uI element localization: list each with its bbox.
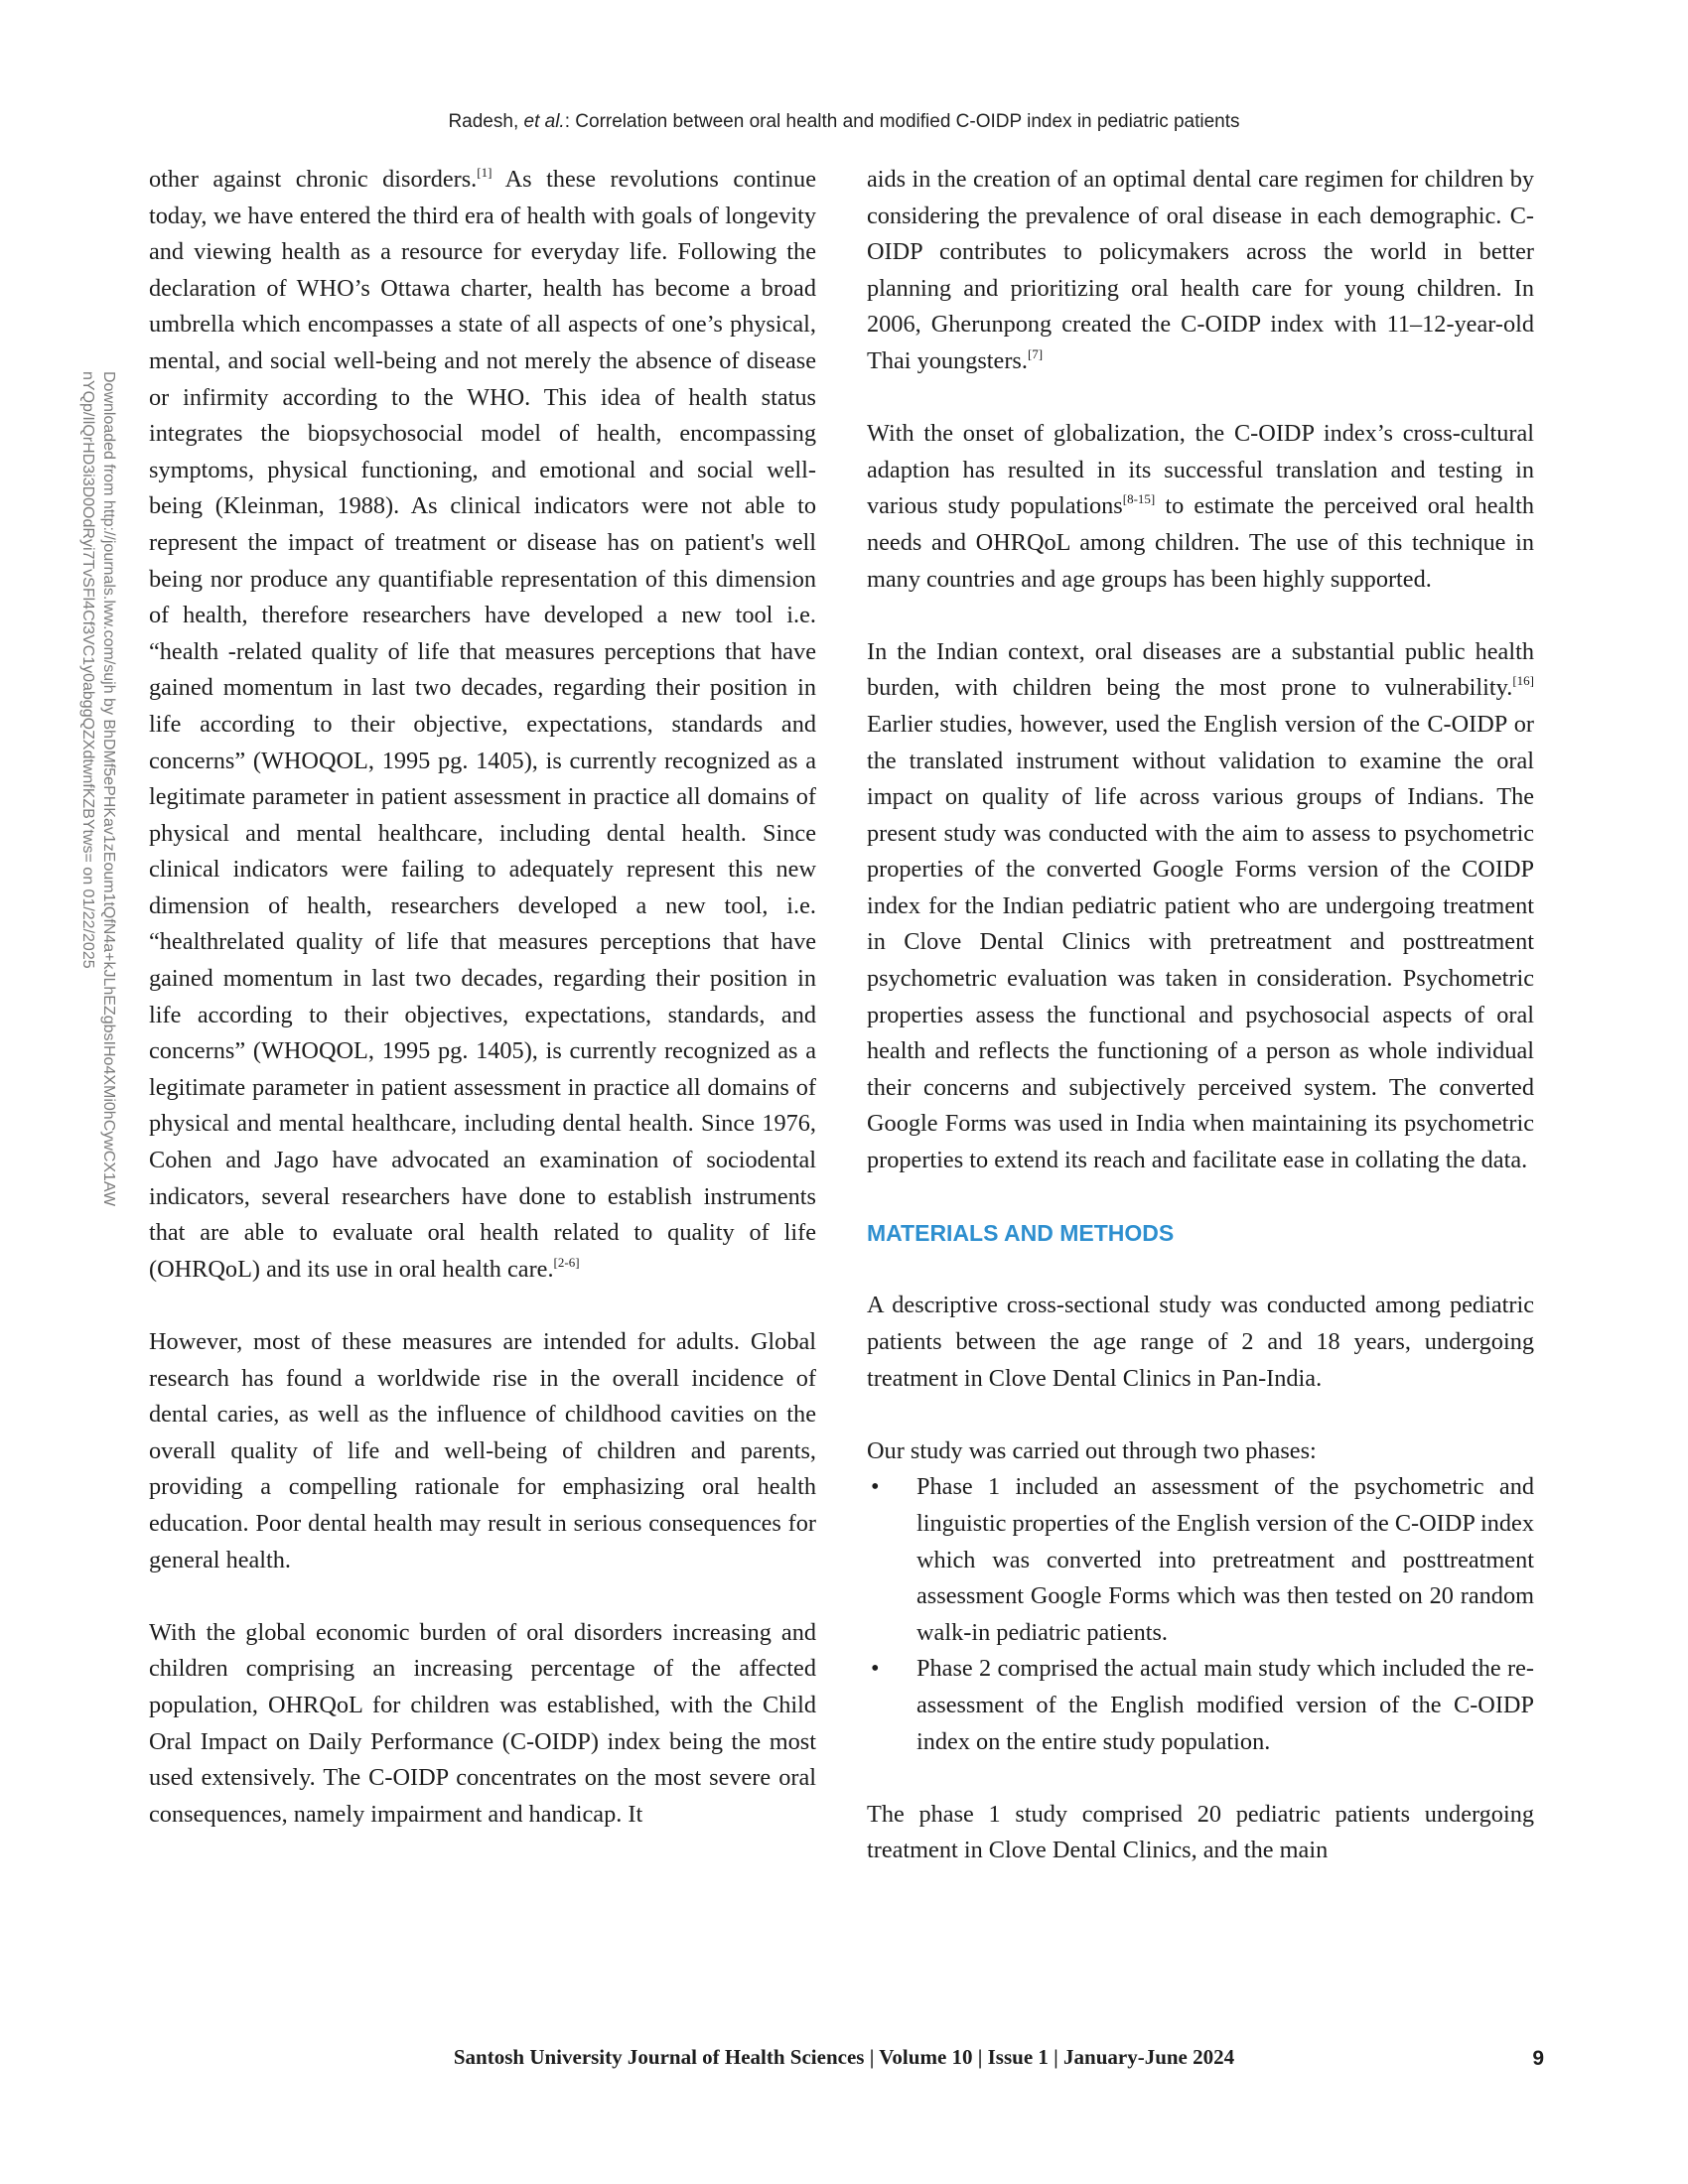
bullet-icon: • [871,1473,880,1501]
citation-ref: [8-15] [1122,491,1156,507]
list-item-text: Phase 1 included an assessment of the psychometric and linguistic properties of the English version of the C-OIDP index which was converted into pretreatment and posttreatment assessment Google Forms which was then tested on 20 random walk-in pediatric patients. [916,1473,1534,1646]
right-column [867,162,1534,1869]
left-paragraph-1 [149,162,816,1288]
right-p3-text-b: Earlier studies, however, used the English version of the C-OIDP or the translated instrument without validation to examine the oral impact on quality of life across various groups of Indians. The present study was conducted with the aim to assess to psychometric properties of the converted Google Forms version of the COIDP index for the Indian pediatric patient who are undergoing treatment in Clove Dental Clinics with pretreatment and posttreatment psychometric evaluation was taken in consideration. Psychometric properties assess the functional and psychosocial aspects of oral health and reflects the functioning of a person as whole individual their concerns and subjectively perceived system. The converted Google Forms was used in India when maintaining its psychometric properties to extend its reach and facilitate ease in collating the data. [867,710,1534,1174]
right-paragraph-6: The phase 1 study comprised 20 pediatric patients undergoing treatment in Clove Dental Clinics, and the main [867,1800,1534,1864]
left-paragraph-3: With the global economic burden of oral disorders increasing and children comprising an increasing percentage of the affected population, OHRQoL for children was established, with the Child Oral Impact on Daily Performance (C-OIDP) index being the most used extensively. The C-OIDP concentrates on the most severe oral consequences, namely impairment and handicap. It [149,1618,816,1828]
running-header [0,111,1688,133]
phase-list [867,1469,1534,1760]
list-item [867,1651,1534,1760]
right-p2-text-a: With the onset of globalization, the C-OIDP index’s cross-cultural adaption has resulted in its successful translation and testing in various study populations [867,420,1534,520]
header-title: : Correlation between oral health and modified C-OIDP index in pediatric patients [564,111,1240,132]
list-item [867,1469,1534,1651]
right-p1-text: aids in the creation of an optimal dental care regimen for children by considering the prevalence of oral disease in each demographic. C-OIDP contributes to policymakers across the world in better planning and prioritizing oral health care for young children. In 2006, Gherunpong created the C-OIDP index with 11–12-year-old Thai youngsters. [867,166,1534,374]
right-paragraph-3 [867,634,1534,1179]
right-p2-text-b: to estimate the perceived oral health needs and OHRQoL among children. The use of this technique in many countries and age groups has been highly supported. [867,492,1534,593]
citation-ref: [2-6] [553,1254,580,1270]
left-p1-text-b: As these revolutions continue today, we have entered the third era of health with goals of longevity and viewing health as a resource for everyday life. Following the declaration of WHO’s Ottawa charter, health has become a broad umbrella which encompasses a state of all aspects of one’s physical, mental, and social well-being and not merely the absence of disease or infirmity according to the WHO. This idea of health status integrates the biopsychosocial model of health, encompassing symptoms, physical functioning, and emotional and social well-being (Kleinman, 1988). As clinical indicators were not able to represent the impact of treatment or disease has on patient's well being nor produce any quantifiable representation of this dimension of health, therefore researchers have developed a new tool i.e. “health -related quality of life that measures perceptions that have gained momentum in last two decades, regarding their position in life according to their objective, expectations, standards and concerns” (WHOQOL, 1995 pg. 1405), is currently recognized as a legitimate parameter in patient assessment in practice all domains of physical and mental healthcare, including dental health. Since clinical indicators were failing to adequately represent this new dimension of health, researchers developed a new tool, i.e. “healthrelated quality of life that measures perceptions that have gained momentum in last two decades, regarding their position in life according to their objectives, expectations, standards, and concerns” (WHOQOL, 1995 pg. 1405), is currently recognized as a legitimate parameter in patient assessment in practice all domains of physical and mental healthcare, including dental health. Since 1976, Cohen and Jago have advocated an examination of sociodental indicators, several researchers have done to establish instruments that are able to evaluate oral health related to quality of life (OHRQoL) and its use in oral health care. [149,166,816,1283]
header-author: Radesh, [448,111,519,132]
citation-ref: [7] [1027,345,1044,361]
section-heading-materials-methods: MATERIALS AND METHODS [867,1220,1175,1247]
right-paragraph-5: Our study was carried out through two phases: [867,1436,1317,1464]
left-p1-text-a: other against chronic disorders. [149,166,478,193]
journal-footer: Santosh University Journal of Health Sciences | Volume 10 | Issue 1 | January-June 2024 [453,2045,1235,2069]
bullet-icon: • [871,1655,880,1683]
list-item-text: Phase 2 comprised the actual main study which included the re-assessment of the English modified version of the C-OIDP index on the entire study population. [916,1655,1534,1755]
page-number: 9 [1532,2047,1544,2070]
left-paragraph-2: However, most of these measures are intended for adults. Global research has found a worldwide rise in the overall incidence of dental caries, as well as the influence of childhood cavities on the overall quality of life and well-being of children and parents, providing a compelling rationale for emphasizing oral health education. Poor dental health may result in serious consequences for general health. [149,1328,816,1573]
citation-ref: [1] [477,165,492,180]
right-paragraph-2 [867,416,1534,598]
left-column [149,162,816,1833]
right-p3-text-a: In the Indian context, oral diseases are a substantial public health burden, with children being the most prone to vulnerability. [867,637,1534,702]
right-paragraph-1 [867,162,1534,380]
download-notice-line-1: Downloaded from http://journals.lww.com/sujh by BhDMf5ePHKav1zEoum1tQfN4a+kJLhEZgbsIHo4XMi0hCywCX1AW [100,371,117,1207]
citation-ref: [16] [1512,673,1534,689]
download-notice [77,371,119,1206]
download-notice-line-2: nYQp/IlQrHD3i3D0OdRyi7TvSFl4Cf3VC1y0abggQZXdtwnfKZBYtws= on 01/22/2025 [79,371,96,969]
right-paragraph-4: A descriptive cross-sectional study was conducted among pediatric patients between the age range of 2 and 18 years, undergoing treatment in Clove Dental Clinics in Pan-India. [867,1292,1534,1392]
header-etal: et al. [523,111,565,132]
